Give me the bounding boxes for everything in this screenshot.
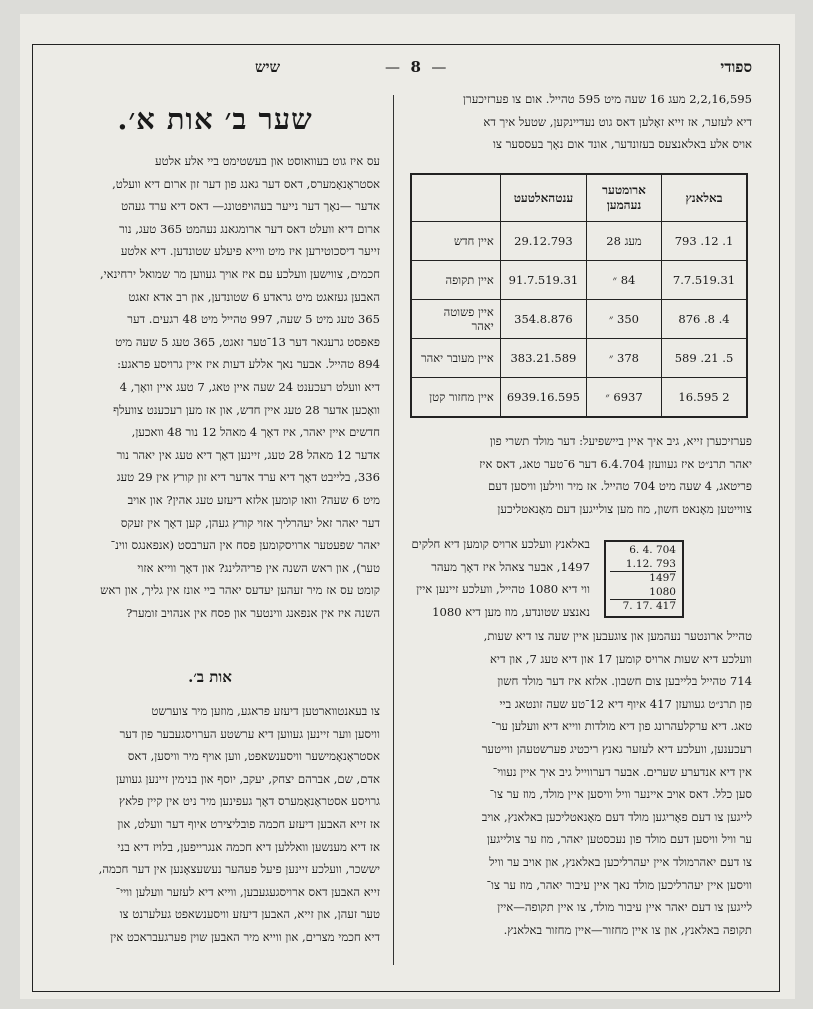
text-line: חדשים איין יאהר, איז דאָך 4 מאהל 12 נור 48 וואכען,	[131, 425, 380, 440]
text-line: טאג. דיא ערקלעהרונג פון דיא מולדות ווייא דיא וועלען ער־	[491, 719, 752, 734]
calc-side-text	[410, 533, 590, 623]
text-line: אז דיא מענשען וואללען דיא חכמה אנגרייפען, בלויז דיא בני	[117, 839, 380, 854]
right-column-continuation	[410, 625, 752, 941]
table-cell: 378 ״	[587, 339, 662, 378]
table-cell: 91.7.519.31	[500, 261, 586, 300]
table-row	[411, 261, 747, 300]
text-line: באלאנץ וועלכע ארויס קומען דיא חלקים	[411, 537, 590, 551]
calc-line: 1080	[649, 585, 676, 598]
text-line: דיא וועלט רעכענט 24 שעה איין טאג, 7 טעג איין וואָך, 4	[119, 379, 380, 394]
table-cell: איין מעובר יאהר	[411, 339, 500, 378]
table-cell: 354.8.876	[500, 300, 586, 339]
balance-table	[410, 173, 748, 418]
text-line: אדער —נאָך דער נייער בעהויפטונג— דאס דיא ערד געהט	[121, 199, 380, 214]
text-line: גרויסע אסטראָנאָמערס דאָך געפינען מיר ניט אין קיין פלאץ	[119, 794, 380, 809]
text-line: אין דיא אנדערע שערים. אבער דערווייל גיב איך איין נעווי־	[492, 764, 752, 779]
table-header-row	[411, 174, 747, 222]
text-line: צו בעאנטווארטען דיעזע פראגע, מוזען מיר צוערשט	[151, 704, 380, 718]
table-header: ארומטער נעהמען	[587, 174, 662, 222]
table-cell: איין חדש	[411, 222, 500, 261]
text-line: אסטראָנאָמערס, דאס דער גאנג פון דער זון ארום דיא וועלט,	[112, 176, 380, 191]
text-line: עס איז גוט בעוואוסט און בעשטימט ביי אלע אלטע	[155, 154, 380, 168]
text-line: זייער דיסכוטירען איז מיט ווייא פיעלע שטונדען. דיא אלטע	[120, 244, 380, 259]
table-cell: 4. 8. 876	[662, 300, 748, 339]
text-line: קומט עס אז מיר זעהען יעדעס יאהר ביי אונז אין גליך, און ראש	[100, 583, 380, 598]
text-line: לייגען צו דעם פאָריגען מולד דעם מאָנאטליכען באלאנץ, אויב	[481, 809, 752, 824]
calc-line: 1.12. 793	[625, 557, 676, 570]
text-line: אדם, שם, אברהם יצחק, יעקב, יוסף און בנימין זיינען געווען	[115, 771, 380, 786]
text-line: אויס אלע באלאנצעס בעזונדער, אונד אום נאָך בעססער צו	[492, 137, 752, 152]
header-page-number-group	[385, 58, 446, 76]
table-cell: 7.7.519.31	[662, 261, 748, 300]
text-line: פאפסט גרעגאר דער 13־טער זאגט, 365 טעג 5 שעה מיט	[115, 334, 380, 349]
text-line: יאהר שפעטער ארויסקומען פסח אין הערבסט (אנפאנגס ווינ־	[110, 538, 380, 553]
table-header	[411, 174, 500, 222]
text-line: וואָכען אדער 28 טעג איין חדש, און אז מען רעכענט צוועלף	[113, 402, 380, 417]
text-line: דיא חכמי מצרים, און ווייא מיר האבען שוין פערגעבראכט אין	[110, 929, 380, 944]
text-line: אדער 12 מאהל 28 טעג, זיינען דאָך דיא טעג אין יאהר נור	[116, 447, 380, 462]
text-line: לייגען צו דעם יאהר איין עיבור מולד, צו איין תקופה—איין	[497, 900, 752, 915]
table-cell: 350 ״	[587, 300, 662, 339]
text-line: אסטראָנאָמישער וויסענשאפט, ווען אויף מיר וויסען, דאס	[127, 749, 380, 764]
text-line: האבען געזאגט מיט גראדע 6 שטונדען, און רב אדא זאגט	[128, 289, 380, 304]
left-column-para2	[47, 700, 380, 949]
text-line: 1497, אבער צאהל איז דאָך מעהר	[431, 559, 590, 574]
table-cell: איין מחזור קטן	[411, 378, 500, 418]
text-line: זייא האבען דאס ארויסגעגעבען, ווייא דיא לעזער וועלען וויי־	[115, 884, 380, 899]
text-line: ווי דיא 1080 טהייל, וועלכע זיינען איין	[416, 582, 590, 597]
table-row	[411, 300, 747, 339]
text-line: צווייטען מאָנאט חשון, מוז מען צולייגען דעם מאָנאטליכען	[497, 501, 752, 516]
table-cell: איין תקופה	[411, 261, 500, 300]
text-line: 336, בלייבט דאָך דיא ערד אדער דיא זון קורץ אין 29 טעג	[116, 470, 380, 485]
table-row	[411, 378, 747, 418]
text-line: השנה איז אין אנפאנג ווינטער און פסח אין אנהויב זומער?	[126, 605, 380, 620]
table-cell: איין פשוטה יאהר	[411, 300, 500, 339]
text-line: יאהר תרנ״ט איז געוועזן 6.4.704 דער 6־טער טאג, דאס איז	[479, 456, 752, 471]
text-line: 894 טהייל. אבער נאך אללע דעות איז איין גרויסע פראגע:	[117, 357, 380, 372]
text-line: 2,2,16,595 מעג 16 שעה מיט 595 טהייל. אום צו פערזיכערן	[463, 92, 752, 106]
table-cell: 1. 12. 793	[662, 222, 748, 261]
text-line: רעכענען, וועלכע דיא לעזער גאנץ ריכטיג פערשטעהן ווייטער	[481, 741, 752, 756]
table-cell: 383.21.589	[500, 339, 586, 378]
text-line: סען כלל. דאס אויב איינער וויל וויסען איין מולד, מוז ער צו־	[489, 787, 752, 802]
text-line: פריטאג, 4 שעה מיט 704 טהייל. אז מיר ווילען וויסען דעם	[487, 479, 752, 494]
calc-line: 7. 17. 417	[610, 599, 676, 614]
table-header: באלאנץ	[662, 174, 748, 222]
text-line: וועלכע דיא שעות ארויס קומען 17 און דיא טעג 7, און דיא	[489, 651, 752, 666]
table-cell: 2 16.595	[662, 378, 748, 418]
header-title: ספודי	[720, 58, 752, 76]
text-line: צו דעם יאהרמולד איין יעהרליכען באלאנץ, און אויב ער וויל	[489, 854, 752, 869]
table-cell: 6939.16.595	[500, 378, 586, 418]
text-line: מיט 6 שעה? וואו קומען אלזא דיעזע טעג אהין? און אויב	[127, 492, 380, 507]
header-dash: —	[431, 58, 447, 76]
section-title: שער ב׳ אות א׳.	[117, 102, 313, 136]
text-line: יששכר, וועלכע זיינען פיעל פעהער נעשעצאָנען אין דער חכמה,	[98, 862, 380, 877]
text-line: ער וויל וויסען דעם מולד פון נעכסטען יאהר, מוז ער צולייגען	[486, 832, 752, 847]
text-line: דער יאהר זאל יעהרליך אזוי קורץ געהן, קען דאָך אין זעקס	[120, 515, 380, 530]
text-line: טער זעהן, און זייא, האבען דיעזע וויסענשאפט געלערנט צו	[119, 907, 380, 922]
text-line: חכמים, צווישען וועלכע עם איז אויך געווען מר שמואל ירחינאי,	[99, 266, 380, 281]
table-cell: מעג 28	[587, 222, 662, 261]
text-line: דיא לעזער, אז זייא זאָלען דאס גוט נעדיינקען, שטעל איך דא	[483, 114, 752, 129]
text-line: 365 טעג מיט 5 שעה, 997 טהייל מיט 48 רגעים. דער	[127, 312, 380, 327]
table-row	[411, 222, 747, 261]
calc-line: 6. 4. 704	[629, 544, 676, 556]
table-cell: 84 ״	[587, 261, 662, 300]
header-left-word: שיש	[255, 58, 281, 76]
text-line: תקופה באלאנץ, און צו איין מחזור—איין מחזור באלאנץ.	[503, 922, 752, 937]
text-line: טהייל ארונטער נעהמען און צוגעבען איין שעה צו דיא שעות,	[483, 629, 752, 643]
text-line: טער), און ראש השנה אין פריהלינג? און דאָך ווייא אזוי	[137, 560, 380, 575]
right-column-intro	[410, 88, 752, 156]
text-line: פון תרנ״ט געוועזן 417 איוף דיא 12־טע שעה זונטאג ביי	[499, 696, 752, 711]
subsection-title: אות ב׳.	[188, 668, 232, 686]
running-header	[40, 58, 752, 80]
header-page-number: 8	[410, 58, 421, 76]
table-row	[411, 339, 747, 378]
calculation-box	[604, 540, 684, 618]
table-cell: 29.12.793	[500, 222, 586, 261]
text-line: פערזיכערן זייא, גיב איך איין ביישפיעל: דער מולד תשרי פון	[489, 434, 752, 448]
text-line: ארום דיא וועלט דאס דער ארומגאנג נעהמט 365 טעג, נור	[119, 221, 380, 236]
text-line: 714 טהייל בלייבען צום חשבון. אלזא איז דער מולד חשון	[497, 674, 752, 689]
table-cell: 5. 21. 589	[662, 339, 748, 378]
right-column-example	[410, 430, 752, 520]
text-line: נאנצע שטונדע, מוז מען דיא 1080	[432, 604, 590, 619]
table-header: ענטהאלטעט	[500, 174, 586, 222]
text-line: וויסען ווער זיינען געווען דיא ערשטע הערויסגעבער פון דער	[119, 726, 380, 741]
column-divider	[393, 95, 394, 965]
text-line: אז זייא האבען דיעזע חכמה פובליצירט איוף דער וועלט, און	[117, 816, 380, 831]
calc-line: 1497	[610, 571, 676, 586]
text-line: וויסען איין יעהרליכען מולד נאך איין עיבור יאהר, מוז ער צו־	[486, 877, 752, 892]
table-cell: 6937 ״	[587, 378, 662, 418]
header-dash: —	[385, 58, 400, 76]
left-column-para1	[47, 150, 380, 624]
